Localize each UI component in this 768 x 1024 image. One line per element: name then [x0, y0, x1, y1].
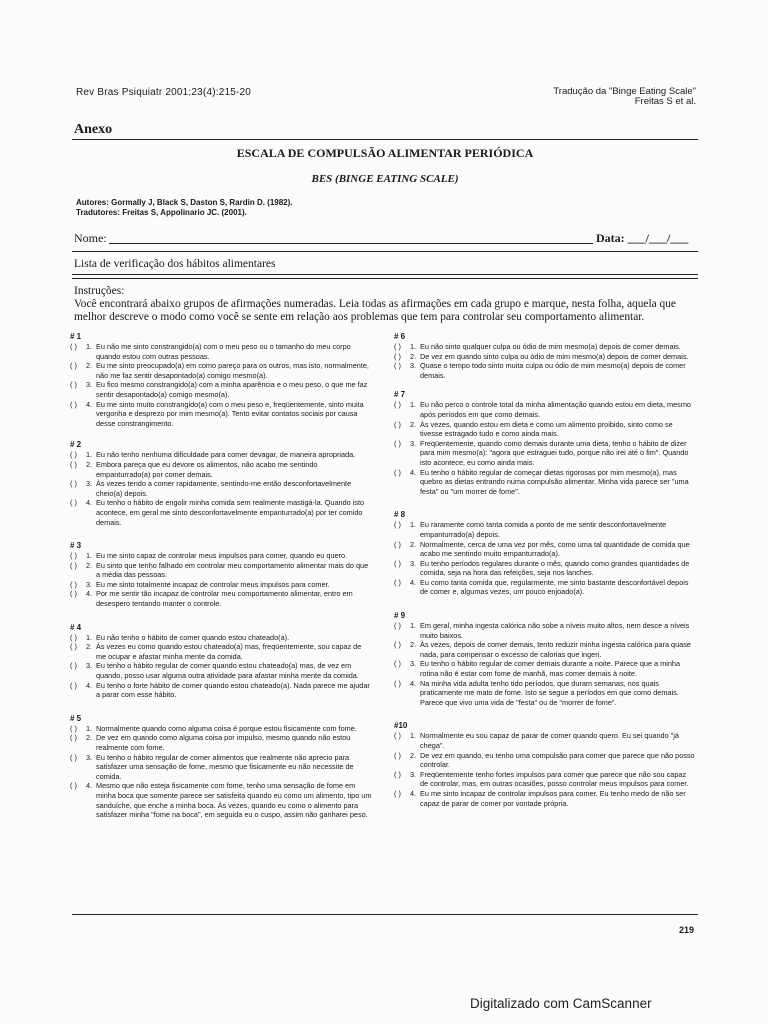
answer-checkbox[interactable]: ( ): [394, 351, 401, 361]
answer-text: Freqüentemente tenho fortes impulsos para comer que parece que não sou capaz de controlar, mas, em outras ocasiões, posso controlar meus impulsos para comer.: [420, 769, 689, 789]
answer-text: Eu fico mesmo constrangido(a) com a minha aparência e o meu peso, o que me faz sentir desapontado(a) comigo mesmo(a).: [96, 380, 368, 399]
answer-checkbox[interactable]: ( ): [70, 498, 77, 508]
answer-checkbox[interactable]: ( ): [394, 788, 401, 798]
answer-checkbox[interactable]: ( ): [70, 752, 77, 762]
answer-text: Eu tenho o hábito regular de começar dietas rigorosas por mim mesmo(a), mas quebro as dietas entrando numa compulsão alimentar. Minha vida parece ser "uma festa" ou "um morrer de fome".: [420, 467, 689, 496]
answer-checkbox[interactable]: ( ): [70, 733, 77, 743]
answer-checkbox[interactable]: ( ): [394, 731, 401, 741]
answer-number: 3.: [410, 438, 417, 448]
answer-text: Eu não tenho nenhuma dificuldade para comer devagar, de maneira apropriada.: [96, 450, 356, 460]
name-label: Nome:: [74, 231, 107, 245]
answer-text: Normalmente, cerca de uma vez por mês, como uma tal quantidade de comida que acabo me sentindo muito empanturrado(a).: [420, 539, 690, 559]
answer-text: Eu tenho o hábito regular de comer alimentos que realmente não aprecio para satisfazer uma sensação de fome, mesmo que fisicamente eu não necessite de comida.: [96, 752, 354, 781]
answer-option[interactable]: [394, 520, 696, 539]
answer-number: 1.: [410, 342, 417, 351]
answer-number: 4.: [86, 589, 93, 599]
answer-checkbox[interactable]: ( ): [70, 723, 77, 733]
answer-option[interactable]: [70, 361, 372, 380]
answer-text: Normalmente eu sou capaz de parar de comer quando quero. Eu sei quando "já chega".: [420, 731, 679, 750]
journal-citation: Rev Bras Psiquiatr 2001;23(4):215-20: [76, 87, 252, 98]
answer-option[interactable]: [70, 460, 372, 479]
answer-option[interactable]: [70, 479, 372, 498]
answer-option[interactable]: [394, 751, 696, 770]
question-group-id: # 7: [394, 390, 406, 400]
question-group: [394, 510, 696, 597]
answer-number: 2.: [86, 361, 93, 371]
answer-text: Embora pareça que eu devore os alimentos, não acabo me sentindo empanturrado(a) por comer demais.: [96, 459, 318, 479]
answer-number: 3.: [410, 659, 417, 669]
answer-checkbox[interactable]: ( ): [70, 450, 77, 460]
answer-checkbox[interactable]: ( ): [70, 399, 77, 409]
question-group: [70, 623, 372, 700]
scanner-watermark: Digitalizado com CamScanner: [470, 996, 652, 1011]
answer-text: Eu não sinto qualquer culpa ou ódio de mim mesmo(a) depois de comer demais.: [420, 342, 681, 351]
answer-option[interactable]: [394, 540, 696, 559]
answer-checkbox[interactable]: ( ): [394, 438, 401, 448]
answer-checkbox[interactable]: ( ): [394, 769, 401, 779]
question-group: [70, 541, 372, 609]
answer-number: 1.: [86, 632, 93, 642]
answer-text: Eu não tenho o hábito de comer quando estou chateado(a).: [96, 632, 290, 642]
answer-checkbox[interactable]: ( ): [70, 642, 77, 652]
answer-text: Eu me sinto muito constrangido(a) com o meu peso e, freqüentemente, sinto muita vergonha e desprezo por mim mesmo(a). Tento evitar contatos sociais por causa desse constrangimento.: [96, 399, 364, 428]
question-group: [394, 721, 696, 808]
running-header: [553, 87, 696, 107]
answer-checkbox[interactable]: ( ): [70, 589, 77, 599]
answer-text: Eu me sinto preocupado(a) em como pareço para os outros, mas isto, normalmente, não me faz sentir desapontado(a) comigo mesmo(a).: [96, 361, 369, 380]
answer-number: 4.: [410, 788, 417, 798]
answer-option[interactable]: [394, 578, 696, 597]
answer-text: Eu me sinto totalmente incapaz de controlar meus impulsos para comer.: [96, 579, 330, 589]
answer-checkbox[interactable]: ( ): [394, 361, 401, 371]
answer-checkbox[interactable]: ( ): [394, 678, 401, 688]
section-label: Anexo: [74, 122, 113, 137]
answer-number: 1.: [410, 621, 417, 631]
answer-number: 1.: [86, 342, 93, 351]
answer-option[interactable]: [394, 770, 696, 789]
answer-checkbox[interactable]: ( ): [70, 380, 77, 390]
question-group-id: # 6: [394, 332, 406, 341]
right-column: [394, 332, 696, 818]
answer-checkbox[interactable]: ( ): [394, 520, 401, 530]
answer-number: 2.: [86, 459, 93, 469]
answer-checkbox[interactable]: ( ): [70, 551, 77, 561]
answer-number: 3.: [86, 661, 93, 671]
answer-option[interactable]: [70, 781, 372, 819]
answer-number: 2.: [410, 351, 417, 361]
translators-line: Tradutores: Freitas S, Appolinario JC. (2001).: [76, 208, 247, 217]
answer-number: 2.: [86, 560, 93, 570]
answer-option[interactable]: [394, 468, 696, 497]
answer-option[interactable]: [70, 380, 372, 399]
date-field[interactable]: Data: ___/___/___: [596, 231, 689, 245]
answer-number: 4.: [410, 577, 417, 587]
answer-checkbox[interactable]: ( ): [70, 781, 77, 791]
answer-option[interactable]: [394, 731, 696, 750]
answer-number: 3.: [86, 380, 93, 390]
answer-number: 2.: [86, 733, 93, 743]
question-group: [70, 332, 372, 428]
question-group: [70, 440, 372, 527]
answer-checkbox[interactable]: ( ): [394, 750, 401, 760]
scale-subtitle: BES (BINGE EATING SCALE): [311, 173, 459, 185]
answer-option[interactable]: [70, 589, 372, 608]
answer-checkbox[interactable]: ( ): [394, 467, 401, 477]
scale-title: ESCALA DE COMPULSÃO ALIMENTAR PERIÓDICA: [236, 146, 534, 160]
answer-number: 3.: [86, 752, 93, 762]
answer-text: Eu tenho o hábito regular de comer quando estou chateado(a) mas, de vez em quando, posso usar alguma outra atividade para afastar minha mente da comida.: [96, 661, 359, 681]
answer-option[interactable]: [70, 681, 372, 700]
running-header-title: Tradução da "Binge Eating Scale": [553, 86, 696, 97]
answer-option[interactable]: [70, 498, 372, 527]
answer-text: De vez em quando sinto culpa ou ódio de mim mesmo(a) depois de comer demais.: [420, 351, 689, 361]
answer-checkbox[interactable]: ( ): [70, 342, 77, 351]
answer-option[interactable]: [394, 659, 696, 678]
answer-checkbox[interactable]: ( ): [70, 579, 77, 589]
answer-text: Eu não perco o controle total da minha alimentação quando estou em dieta, mesmo após períodos em que como demais.: [420, 400, 691, 419]
answer-number: 1.: [410, 520, 417, 530]
answer-number: 1.: [86, 450, 93, 460]
answer-checkbox[interactable]: ( ): [70, 479, 77, 489]
answer-number: 1.: [86, 551, 93, 561]
answer-text: De vez em quando, eu tenho uma compulsão para comer que parece que não posso controlar.: [420, 750, 695, 770]
answer-number: 3.: [86, 479, 93, 489]
answer-checkbox[interactable]: ( ): [394, 640, 401, 650]
answer-number: 3.: [410, 769, 417, 779]
answer-text: Eu tenho o forte hábito de comer quando estou chateado(a). Nada parece me ajudar a parar com esse hábito.: [96, 680, 370, 700]
instructions-heading: Instruções:: [74, 285, 125, 297]
answer-text: Eu tenho períodos regulares durante o mês, quando como grandes quantidades de comida, seja na hora das refeições, seja nos lanches.: [420, 558, 690, 578]
answer-checkbox[interactable]: ( ): [394, 577, 401, 587]
answer-text: Quase o tempo todo sinto muita culpa ou ódio de mim mesmo(a) depois de comer demais.: [420, 361, 686, 380]
instructions-text: Você encontrará abaixo grupos de afirmações numeradas. Leia todas as afirmações em cada grupo e marque, nesta folha, aquela que melhor descreve o modo como você se sente em relação aos problemas que tem para controlar seu comportamento alimentar.: [74, 298, 676, 323]
answer-number: 4.: [86, 498, 93, 508]
question-group-id: # 3: [70, 541, 82, 551]
answer-number: 3.: [410, 558, 417, 568]
answer-number: 4.: [86, 399, 93, 409]
divider-2: [72, 274, 698, 275]
answer-number: 4.: [410, 467, 417, 477]
top-rule: [72, 139, 698, 140]
answer-option[interactable]: [394, 640, 696, 659]
answer-text: Às vezes, depois de comer demais, tento reduzir minha ingesta calórica para quase nada, para compensar o excesso de calorias que ingeri.: [420, 640, 691, 659]
footer-rule: [72, 914, 698, 915]
answer-number: 3.: [86, 579, 93, 589]
answer-number: 4.: [410, 678, 417, 688]
answer-option[interactable]: [70, 724, 372, 734]
credits: [76, 198, 293, 218]
answer-number: 1.: [86, 723, 93, 733]
answer-option[interactable]: [394, 342, 696, 352]
answer-checkbox[interactable]: ( ): [70, 361, 77, 371]
answer-text: Normalmente quando como alguma coisa é porque estou fisicamente com fome.: [96, 723, 357, 733]
answer-option[interactable]: [70, 753, 372, 782]
answer-text: Às vezes eu como quando estou chateado(a) mas, freqüentemente, sou capaz de me ocupar e afastar minha mente da comida.: [96, 642, 362, 661]
answer-text: Eu como tanta comida que, regularmente, me sinto bastante desconfortável depois de comer e, algumas vezes, um pouco enjoado(a).: [420, 577, 689, 597]
answer-option[interactable]: [394, 559, 696, 578]
question-group: [70, 714, 372, 820]
answer-checkbox[interactable]: ( ): [394, 558, 401, 568]
answer-number: 1.: [410, 400, 417, 410]
answer-checkbox[interactable]: ( ): [70, 680, 77, 690]
question-group-id: # 9: [394, 611, 406, 621]
question-group: [394, 611, 696, 707]
answer-checkbox[interactable]: ( ): [394, 621, 401, 631]
answer-number: 4.: [86, 781, 93, 791]
authors-line: Autores: Gormally J, Black S, Daston S, Rardin D. (1982).: [76, 198, 293, 207]
page-number: 219: [678, 925, 694, 935]
question-group: [394, 332, 696, 380]
answer-text: Mesmo que não esteja fisicamente com fome, tenho uma sensação de fome em minha boca que somente parece ser satisfeita quando eu como um alimento, tipo um sanduíche, que enche a minha boca. Às vezes, quando eu como o alimento para satisfazer minha "fome na boca", em seguida eu o cuspo, assim não ganharei peso.: [96, 781, 372, 820]
question-group-id: # 5: [70, 713, 82, 723]
answer-option[interactable]: [70, 733, 372, 752]
answer-option[interactable]: [394, 439, 696, 468]
answer-number: 2.: [410, 750, 417, 760]
running-header-authors: Freitas S et al.: [634, 96, 696, 107]
answer-option[interactable]: [70, 450, 372, 460]
answer-checkbox[interactable]: ( ): [70, 632, 77, 642]
question-group-id: # 8: [394, 510, 406, 520]
question-group: [394, 390, 696, 496]
answer-option[interactable]: [394, 361, 696, 380]
answer-option[interactable]: [70, 561, 372, 580]
answer-checkbox[interactable]: ( ): [70, 560, 77, 570]
name-field[interactable]: [109, 243, 593, 244]
answer-number: 4.: [86, 680, 93, 690]
answer-number: 2.: [410, 539, 417, 549]
answer-option[interactable]: [394, 352, 696, 362]
answer-text: Por me sentir tão incapaz de controlar meu comportamento alimentar, entro em desespero tentando manter o controle.: [96, 589, 353, 609]
answer-number: 1.: [410, 731, 417, 741]
answer-checkbox[interactable]: ( ): [394, 400, 401, 410]
answer-option[interactable]: [70, 642, 372, 661]
answer-option[interactable]: [394, 621, 696, 640]
answer-text: De vez em quando como alguma coisa por impulso, mesmo quando não estou realmente com fome.: [96, 733, 351, 752]
answer-text: Às vezes, quando estou em dieta e como um alimento proibido, sinto como se tivesse estragado tudo e como ainda mais.: [420, 419, 673, 439]
answer-text: Eu raramente como tanta comida a ponto de me sentir desconfortavelmente empanturrado(a) depois.: [420, 520, 667, 539]
question-group-id: #10: [394, 721, 408, 731]
divider-1: [72, 251, 698, 252]
answer-option[interactable]: [394, 679, 696, 708]
answer-text: Freqüentemente, quando como demais durante uma dieta, tenho o hábito de dizer para mim mesmo(a): "agora que estraguei tudo, porque não irei até o fim". Quando isto acontece, eu como ainda mais.: [420, 438, 689, 467]
question-group-id: # 1: [70, 332, 82, 341]
answer-checkbox[interactable]: ( ): [394, 539, 401, 549]
answer-text: Eu não me sinto constrangido(a) com o meu peso ou o tamanho do meu corpo quando estou com outras pessoas.: [96, 342, 351, 361]
answer-option[interactable]: [70, 580, 372, 590]
answer-option[interactable]: [70, 661, 372, 680]
answer-text: Eu sinto que tenho falhado em controlar meu comportamento alimentar mais do que a média das pessoas.: [96, 560, 369, 580]
answer-option[interactable]: [70, 633, 372, 643]
answer-option[interactable]: [394, 400, 696, 419]
answer-text: Às vezes tendo a comer rapidamente, sentindo-me então desconfortavelmente cheio(a) depois.: [96, 479, 352, 498]
answer-checkbox[interactable]: ( ): [70, 459, 77, 469]
answer-option[interactable]: [394, 789, 696, 808]
answer-option[interactable]: [70, 551, 372, 561]
answer-option[interactable]: [394, 420, 696, 439]
answer-text: Eu me sinto incapaz de controlar impulsos para comer. Eu tenho medo de não ser capaz de parar de comer por vontade própria.: [420, 788, 686, 808]
answer-option[interactable]: [70, 400, 372, 429]
answer-text: Na minha vida adulta tenho tido períodos, que duram semanas, nos quais praticamente me mato de fome. Isto se segue a períodos em que como demais. Parece que vivo uma vida de "festa" ou de "morrer de fome".: [420, 678, 679, 707]
answer-checkbox[interactable]: ( ): [394, 419, 401, 429]
answer-text: Eu tenho o hábito de engolir minha comida sem realmente mastigá-la. Quando isto acontece, em geral me sinto desconfortavelmente empanturrado(a) por ter comido demais.: [96, 498, 365, 527]
checklist-label: Lista de verificação dos hábitos alimentares: [74, 258, 276, 270]
question-group-id: # 2: [70, 440, 82, 450]
answer-checkbox[interactable]: ( ): [394, 659, 401, 669]
answer-number: 2.: [410, 640, 417, 650]
answer-checkbox[interactable]: ( ): [70, 661, 77, 671]
answer-text: Em geral, minha ingesta calórica não sobe a níveis muito altos, nem desce a níveis muito baixos.: [420, 621, 690, 640]
answer-text: Eu me sinto capaz de controlar meus impulsos para comer, quando eu quero.: [96, 551, 348, 561]
answer-text: Eu tenho o hábito regular de comer demais durante a noite. Parece que a minha rotina não é estar com fome de manhã, mas comer demais à noite.: [420, 659, 681, 679]
left-column: [70, 332, 372, 830]
answer-option[interactable]: [70, 342, 372, 361]
answer-number: 2.: [410, 419, 417, 429]
question-group-id: # 4: [70, 622, 82, 632]
divider-3: [72, 278, 698, 279]
answer-number: 2.: [86, 642, 93, 652]
answer-number: 3.: [410, 361, 417, 371]
answer-checkbox[interactable]: ( ): [394, 342, 401, 351]
